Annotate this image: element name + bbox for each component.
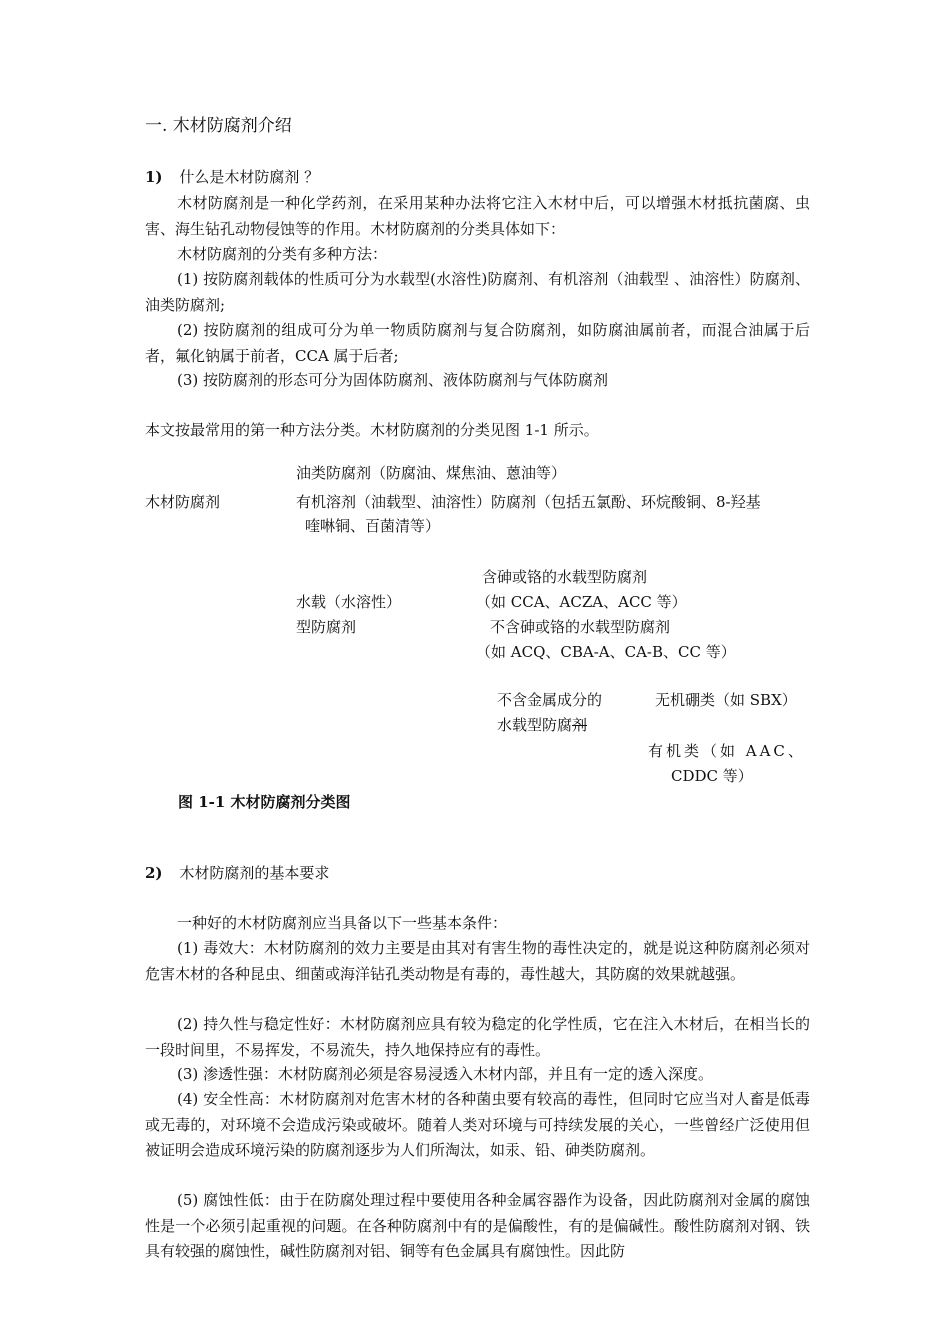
method-3-paragraph: (3) 按防腐剂的形态可分为固体防腐剂、液体防腐剂与气体防腐剂 [177, 371, 609, 389]
question-2-text: 木材防腐剂的基本要求 [179, 864, 330, 882]
arsenic-chromium-type: 含砷或铬的水载型防腐剂 [482, 568, 648, 586]
method-1-paragraph: (1) 按防腐剂载体的性质可分为水载型(水溶性)防腐剂、有机溶剂（油载型 、油溶性）防腐剂、油类防腐剂; [145, 270, 810, 314]
classification-note: 本文按最常用的第一种方法分类。木材防腐剂的分类见图 1-1 所示。 [145, 421, 599, 439]
figure-root-label: 木材防腐剂 [145, 493, 221, 511]
non-metal-type-line2 [497, 714, 587, 736]
definition-paragraph: 木材防腐剂是一种化学药剂，在采用某种办法将它注入木材中后，可以增强木材抵抗菌腐、虫害、海生钻孔动物侵蚀等的作用。木材防腐剂的分类具体如下： [145, 194, 810, 238]
method-2-paragraph: (2) 按防腐剂的组成可分为单一物质防腐剂与复合防腐剂，如防腐油属前者，而混合油属于后者，氟化钠属于前者，CCA 属于后者; [145, 321, 810, 365]
figure-caption: 图 1-1 木材防腐剂分类图 [178, 793, 351, 811]
requirement-1: (1) 毒效大：木材防腐剂的效力主要是由其对有害生物的毒性决定的，就是说这种防腐剂必须对危害木材的各种昆虫、细菌或海洋钻孔类动物是有毒的，毒性越大，其防腐的效果就越强。 [145, 939, 810, 983]
question-2-number: 2) [145, 864, 163, 882]
organic-boron-type-line1: 有机类（如 AAC、 [648, 742, 806, 760]
organic-boron-type-line2: CDDC 等） [671, 767, 753, 785]
requirement-3: (3) 渗透性强：木材防腐剂必须是容易浸透入木材内部，并且有一定的透入深度。 [177, 1065, 714, 1083]
question-1-heading [145, 166, 319, 188]
non-arsenic-chromium-examples: （如 ACQ、CBA-A、CA-B、CC 等） [476, 643, 736, 661]
classification-intro: 木材防腐剂的分类有多种方法： [177, 245, 388, 263]
non-metal-type-text: 水载型防腐 [497, 716, 573, 734]
question-2-heading [145, 862, 329, 884]
section-title: 一. 木材防腐剂介绍 [145, 116, 292, 136]
requirement-5: (5) 腐蚀性低：由于在防腐处理过程中要使用各种金属容器作为设备，因此防腐剂对金属的腐蚀性是一个必须引起重视的问题。在各种防腐剂中有的是偏酸性，有的是偏碱性。酸性防腐剂对钢、铁具有较强的腐蚀性，碱性防腐剂对铝、铜等有色金属具有腐蚀性。因此防 [145, 1191, 810, 1260]
arsenic-chromium-examples: （如 CCA、ACZA、ACC 等） [476, 593, 687, 611]
organic-solvent-preservative-line2: 喹啉铜、百菌清等） [305, 517, 441, 535]
non-metal-type-struck-char: 剂 [572, 716, 588, 734]
oil-preservative: 油类防腐剂（防腐油、煤焦油、蒽油等） [296, 464, 567, 482]
requirement-2: (2) 持久性与稳定性好：木材防腐剂应具有较为稳定的化学性质，它在注入木材后，在相当长的一段时间里，不易挥发，不易流失，持久地保持应有的毒性。 [145, 1015, 810, 1059]
requirements-intro: 一种好的木材防腐剂应当具备以下一些基本条件： [177, 914, 508, 932]
waterborne-preservative-line1: 水载（水溶性） [296, 593, 402, 611]
question-1-number: 1) [145, 168, 163, 186]
inorganic-boron-type: 无机硼类（如 SBX） [655, 691, 797, 709]
waterborne-preservative-line2: 型防腐剂 [296, 618, 357, 636]
question-1-text: 什么是木材防腐剂 ？ [179, 168, 320, 186]
organic-solvent-preservative-line1: 有机溶剂（油载型、油溶性）防腐剂（包括五氯酚、环烷酸铜、8-羟基 [296, 493, 761, 511]
non-metal-type-line1: 不含金属成分的 [497, 691, 603, 709]
requirement-4: (4) 安全性高：木材防腐剂对危害木材的各种菌虫要有较高的毒性，但同时它应当对人畜是低毒或无毒的，对环境不会造成污染或破坏。随着人类对环境与可持续发展的关心，一些曾经广泛使用但被证明会造成环境污染的防腐剂逐步为人们所淘汰，如汞、铅、砷类防腐剂。 [145, 1090, 810, 1159]
non-arsenic-chromium-type: 不含砷或铬的水载型防腐剂 [490, 618, 671, 636]
